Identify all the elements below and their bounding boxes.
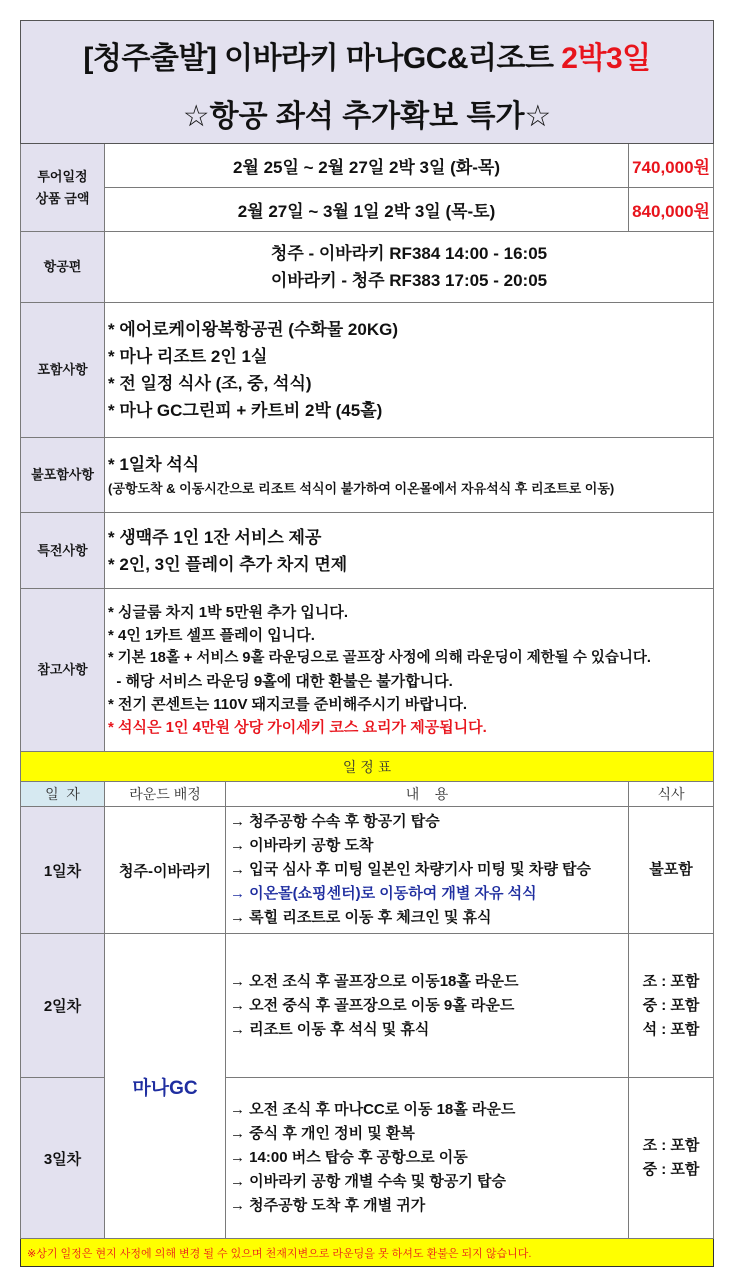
tour-info-sheet	[20, 20, 713, 1267]
notes-label: 참고사항	[21, 589, 105, 752]
note-highlight: * 석식은 1인 4만원 상당 가이세키 코스 요리가 제공됩니다.	[108, 719, 487, 736]
tour-info-table	[20, 20, 714, 1267]
schedule-item: → 중식 후 개인 정비 및 환복	[230, 1125, 415, 1142]
schedule-item: → 오전 중식 후 골프장으로 이동 9홀 라운드	[230, 996, 515, 1014]
duration-highlight: 2박3일	[561, 42, 651, 75]
schedule-row-day2	[21, 934, 714, 1078]
excluded-item: * 1일차 석식	[108, 454, 200, 474]
flights-info	[105, 232, 714, 303]
schedule-item: → 14:00 버스 탑승 후 공항으로 이동	[230, 1149, 468, 1166]
schedule-item-highlight: → 이온몰(쇼핑센터)로 이동하여 개별 자유 석식	[230, 885, 537, 902]
note-item: * 기본 18홀 + 서비스 9홀 라운딩으로 골프장 사정에 의해 라운딩이 제한될 수 있습니다.	[108, 650, 651, 666]
day-content	[226, 934, 629, 1078]
included-list	[105, 303, 714, 438]
excluded-label: 불포함사항	[21, 438, 105, 513]
schedule-item: → 입국 심사 후 미팅 일본인 차량기사 미팅 및 차량 탑승	[230, 861, 591, 878]
tour-dates-label: 투어일정 상품 금액	[21, 144, 105, 232]
schedule-item: → 이바라키 공항 개별 수속 및 항공기 탑승	[230, 1173, 507, 1190]
benefit-item: * 2인, 3인 플레이 추가 차지 면제	[108, 554, 348, 574]
schedule-item: → 오전 조식 후 마나CC로 이동 18홀 라운드	[230, 1101, 516, 1118]
included-label: 포함사항	[21, 303, 105, 438]
day-label: 1일차	[21, 807, 105, 934]
round-assignment: 청주-이바라키	[105, 807, 226, 934]
included-item: * 전 일정 식사 (조, 중, 석식)	[108, 374, 312, 393]
benefit-item: * 생맥주 1인 1잔 서비스 제공	[108, 527, 322, 547]
flight-outbound: 청주 - 이바라키 RF384 14:00 - 16:05	[270, 244, 548, 263]
page-title: [청주출발] 이바라키 마나GC&리조트 2박3일	[83, 42, 651, 75]
schedule-item: → 청주공항 수속 후 항공기 탑승	[230, 813, 440, 830]
schedule-header-day: 일 자	[21, 782, 105, 807]
schedule-item: → 청주공항 도착 후 개별 귀가	[230, 1197, 426, 1214]
included-item: * 마나 리조트 2인 1실	[108, 347, 268, 366]
schedule-item: → 오전 조식 후 골프장으로 이동18홀 라운드	[230, 972, 519, 990]
excluded-note: (공항도착 & 이동시간으로 리조트 석식이 불가하여 이온몰에서 자유석식 후 리조트로 이동)	[108, 480, 615, 496]
schedule-title: 일 정 표	[21, 752, 714, 782]
day-label: 3일차	[21, 1078, 105, 1239]
flight-return: 이바라키 - 청주 RF383 17:05 - 20:05	[270, 271, 548, 290]
notes-list	[105, 589, 714, 752]
day-content	[226, 807, 629, 934]
tour-price-row-1: 740,000원	[629, 144, 714, 188]
benefits-label: 특전사항	[21, 513, 105, 589]
note-item: - 해당 서비스 라운딩 9홀에 대한 환불은 불가합니다.	[108, 673, 453, 690]
title-banner	[21, 21, 714, 144]
schedule-disclaimer: ※상기 일정은 현지 사정에 의해 변경 될 수 있으며 천재지변으로 라운딩을 못 하셔도 환불은 되지 않습니다.	[21, 1239, 714, 1267]
tour-date-row-2: 2월 27일 ~ 3월 1일 2박 3일 (목-토)	[105, 188, 629, 232]
day-content	[226, 1078, 629, 1239]
excluded-list	[105, 438, 714, 513]
tour-date-row-1: 2월 25일 ~ 2월 27일 2박 3일 (화-목)	[105, 144, 629, 188]
meal-info: 조 : 포함 중 : 포함 석 : 포함	[629, 934, 714, 1078]
meal-info: 조 : 포함 중 : 포함	[629, 1078, 714, 1239]
benefits-list	[105, 513, 714, 589]
schedule-header-content: 내 용	[226, 782, 629, 807]
note-item: * 4인 1카트 셀프 플레이 입니다.	[108, 627, 315, 644]
tour-price-row-2: 840,000원	[629, 188, 714, 232]
note-item: * 싱글룸 차지 1박 5만원 추가 입니다.	[108, 604, 349, 621]
flights-label: 항공편	[21, 232, 105, 303]
schedule-row-day1	[21, 807, 714, 934]
schedule-item: → 록힐 리조트로 이동 후 체크인 및 휴식	[230, 909, 492, 926]
note-item: * 전기 콘센트는 110V 돼지코를 준비해주시기 바랍니다.	[108, 696, 468, 713]
schedule-header-meal: 식사	[629, 782, 714, 807]
day-label: 2일차	[21, 934, 105, 1078]
schedule-item: → 리조트 이동 후 석식 및 휴식	[230, 1020, 430, 1038]
included-item: * 마나 GC그린피 + 카트비 2박 (45홀)	[108, 401, 383, 420]
schedule-item: → 이바라키 공항 도착	[230, 837, 374, 854]
meal-info: 불포함	[629, 807, 714, 934]
schedule-header-round: 라운드 배정	[105, 782, 226, 807]
page-subtitle: ☆항공 좌석 추가확보 특가☆	[182, 100, 552, 133]
included-item: * 에어로케이왕복항공권 (수화물 20KG)	[108, 320, 399, 339]
round-assignment-shared: 마나GC	[105, 934, 226, 1239]
